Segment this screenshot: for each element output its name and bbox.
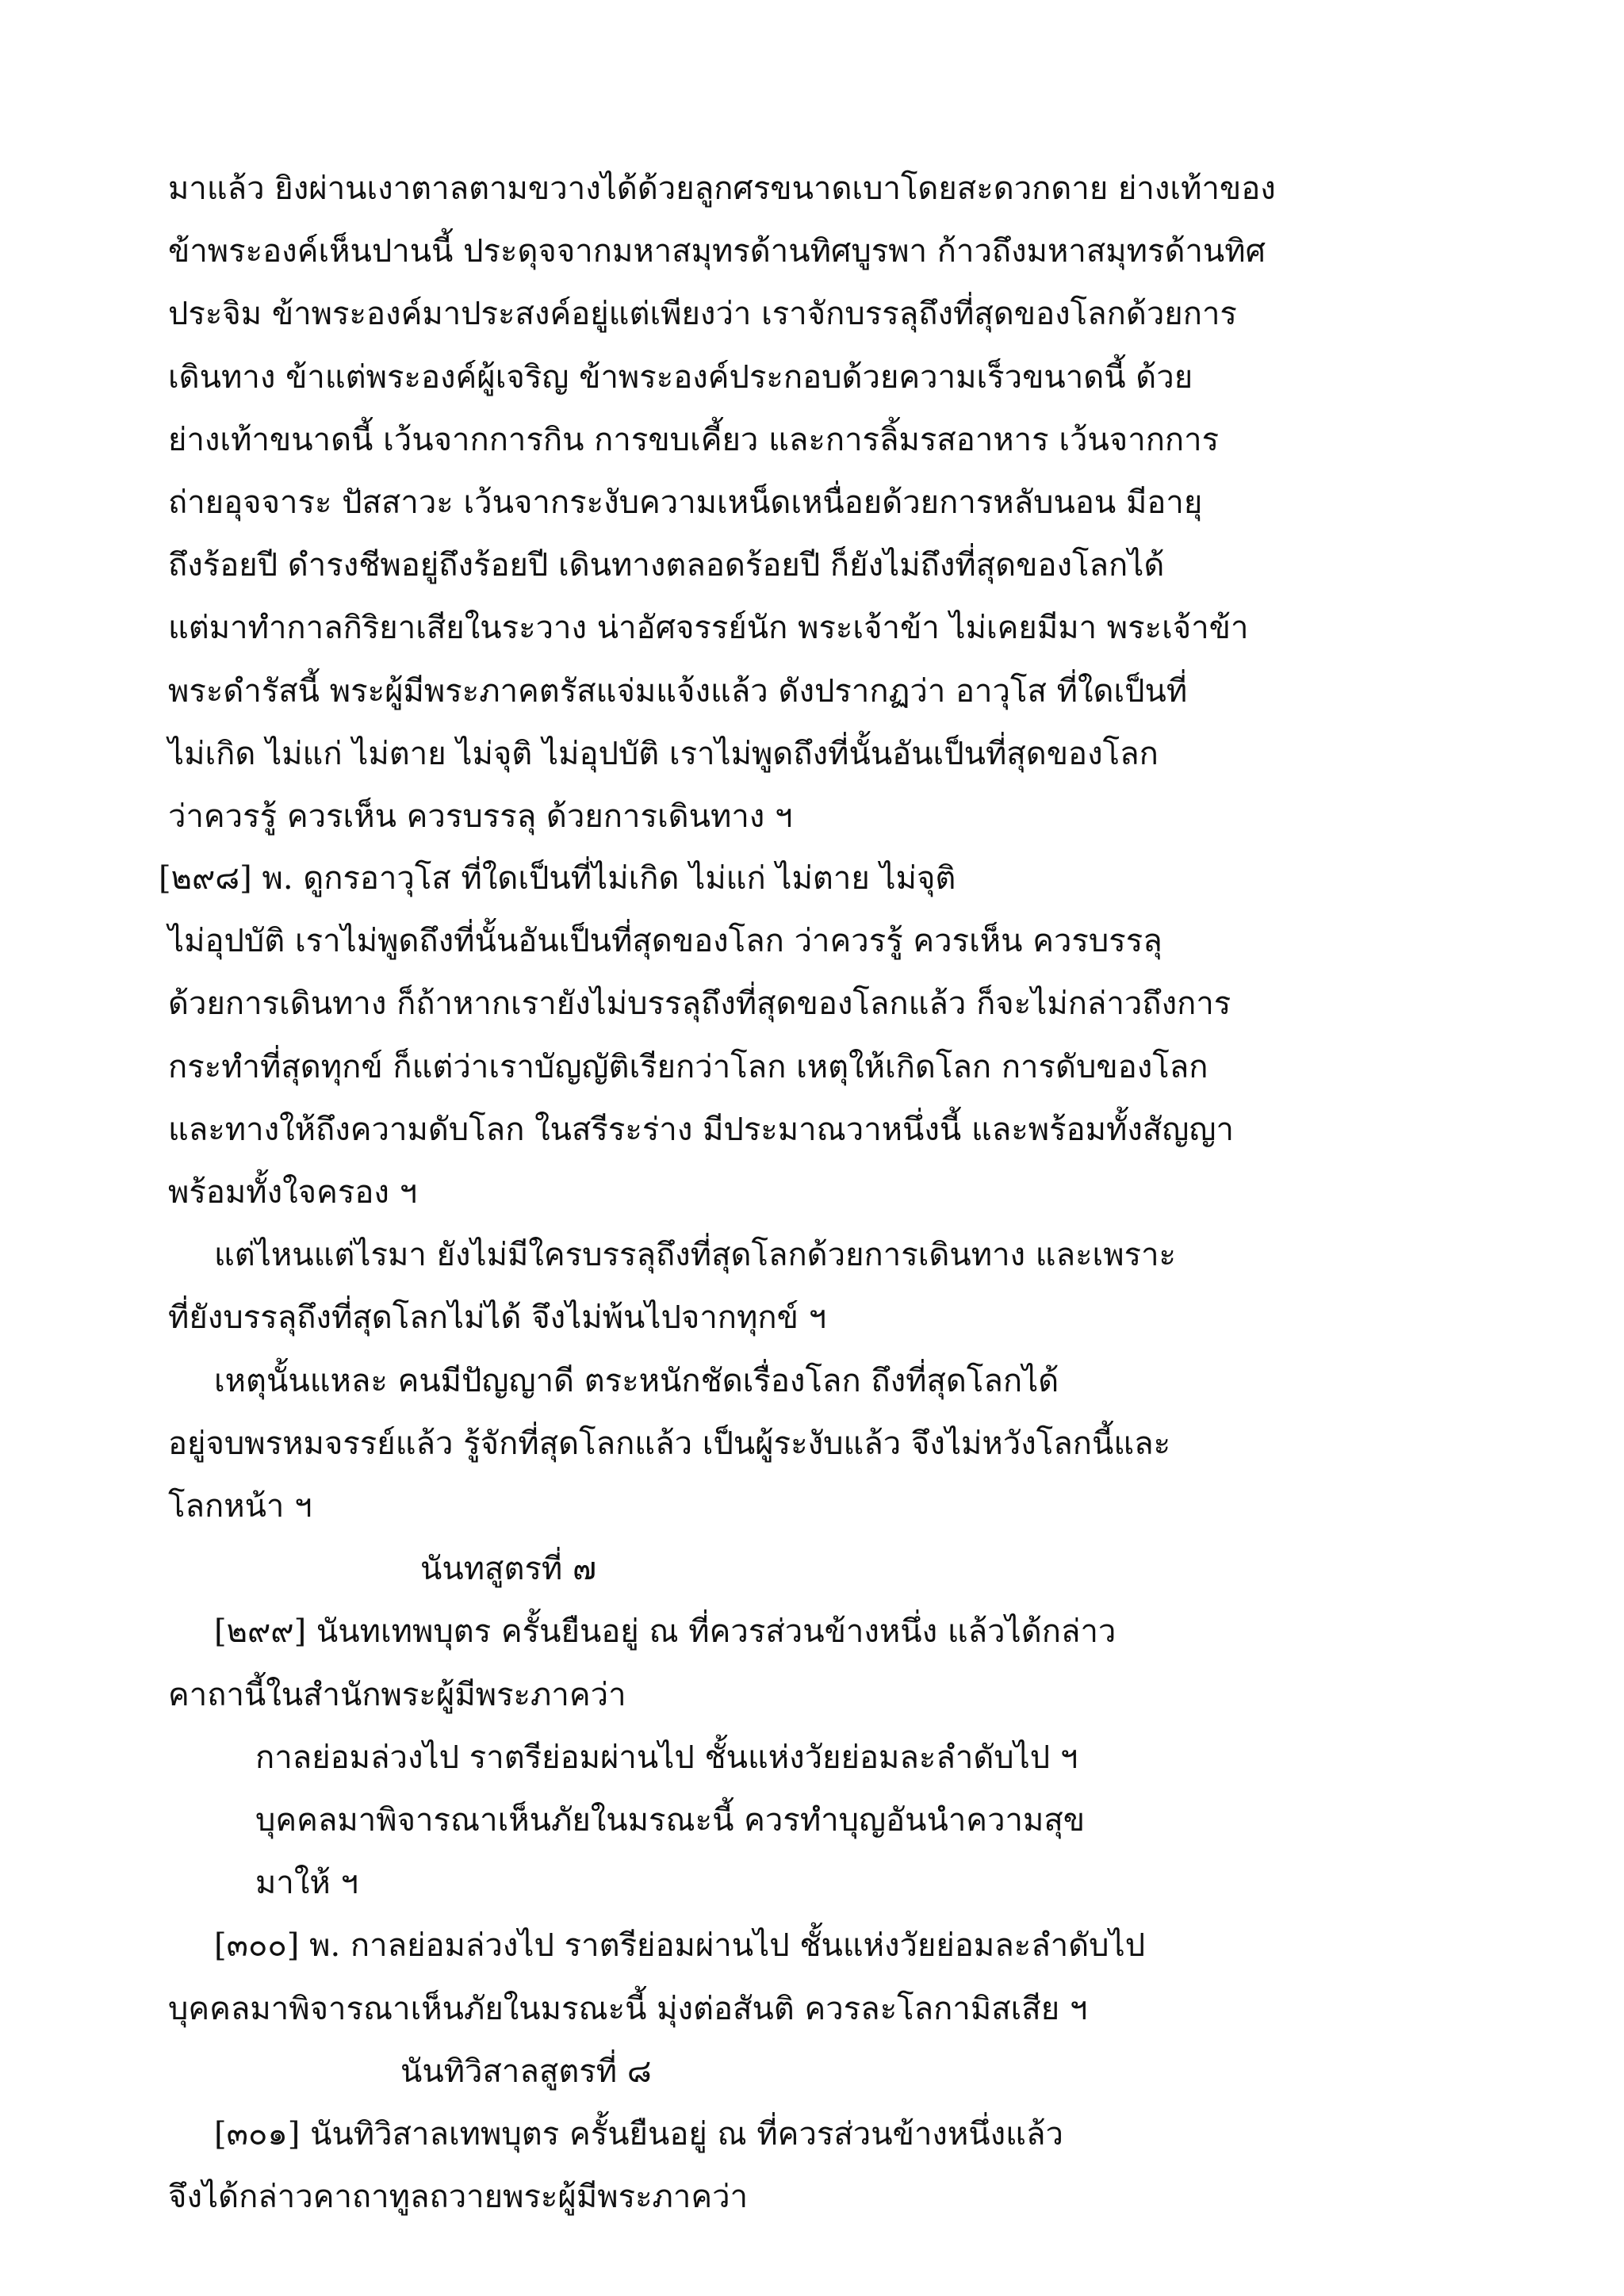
- text-line: และทางให้ถึงความดับโลก ในสรีระร่าง มีประมาณวาหนึ่งนี้ และพร้อมทั้งสัญญา: [168, 1112, 1234, 1148]
- text-line: เดินทาง ข้าแต่พระองค์ผู้เจริญ ข้าพระองค์ประกอบด้วยความเร็วขนาดนี้ ด้วย: [168, 359, 1193, 396]
- text-line: ถ่ายอุจจาระ ปัสสาวะ เว้นจากระงับความเหน็ดเหนื่อยด้วยการหลับนอน มีอายุ: [168, 484, 1203, 521]
- text-line: ประจิม ข้าพระองค์มาประสงค์อยู่แต่เพียงว่า เราจักบรรลุถึงที่สุดของโลกด้วยการ: [168, 296, 1237, 332]
- text-line: จึงได้กล่าวคาถาทูลถวายพระผู้มีพระภาคว่า: [168, 2179, 749, 2215]
- verse-line: กาลย่อมล่วงไป ราตรีย่อมผ่านไป ชั้นแห่งวัยย่อมละลำดับไป ฯ: [255, 1739, 1078, 1776]
- sutta-heading: นันทสูตรที่ ๗: [420, 1551, 597, 1587]
- text-line: พร้อมทั้งใจครอง ฯ: [168, 1174, 418, 1211]
- text-line: ที่ยังบรรลุถึงที่สุดโลกไม่ได้ จึงไม่พ้นไปจากทุกข์ ฯ: [168, 1299, 827, 1336]
- verse-line: บุคคลมาพิจารณาเห็นภัยในมรณะนี้ ควรทำบุญอันนำความสุข: [255, 1802, 1086, 1839]
- text-line: ข้าพระองค์เห็นปานนี้ ประดุจจากมหาสมุทรด้านทิศบูรพา ก้าวถึงมหาสมุทรด้านทิศ: [168, 233, 1266, 270]
- text-line: ด้วยการเดินทาง ก็ถ้าหากเรายังไม่บรรลุถึงที่สุดของโลกแล้ว ก็จะไม่กล่าวถึงการ: [168, 985, 1231, 1022]
- text-line: ไม่เกิด ไม่แก่ ไม่ตาย ไม่จุติ ไม่อุปบัติ เราไม่พูดถึงที่นั้นอันเป็นที่สุดของโลก: [168, 736, 1159, 772]
- text-line: บุคคลมาพิจารณาเห็นภัยในมรณะนี้ มุ่งต่อสันติ ควรละโลกามิสเสีย ฯ: [168, 1991, 1088, 2027]
- text-line: กระทำที่สุดทุกข์ ก็แต่ว่าเราบัญญัติเรียกว่าโลก เหตุให้เกิดโลก การดับของโลก: [168, 1049, 1208, 1085]
- verse-line: มาให้ ฯ: [255, 1865, 358, 1901]
- paragraph-number-line: [๒๙๙] นันทเทพบุตร ครั้นยืนอยู่ ณ ที่ควรส่วนข้างหนึ่ง แล้วได้กล่าว: [214, 1613, 1116, 1650]
- text-line: อยู่จบพรหมจรรย์แล้ว รู้จักที่สุดโลกแล้ว เป็นผู้ระงับแล้ว จึงไม่หวังโลกนี้และ: [168, 1425, 1171, 1462]
- text-line: โลกหน้า ฯ: [168, 1488, 312, 1525]
- text-line: มาแล้ว ยิงผ่านเงาตาลตามขวางได้ด้วยลูกศรขนาดเบาโดยสะดวกดาย ย่างเท้าของ: [168, 170, 1276, 207]
- paragraph-number-line: [๓๐๐] พ. กาลย่อมล่วงไป ราตรีย่อมผ่านไป ชั้นแห่งวัยย่อมละลำดับไป: [214, 1927, 1146, 1964]
- text-line: เหตุนั้นแหละ คนมีปัญญาดี ตระหนักชัดเรื่องโลก ถึงที่สุดโลกได้: [214, 1363, 1059, 1399]
- text-line: ไม่อุปบัติ เราไม่พูดถึงที่นั้นอันเป็นที่สุดของโลก ว่าควรรู้ ควรเห็น ควรบรรลุ: [168, 923, 1162, 959]
- text-line: พระดำรัสนี้ พระผู้มีพระภาคตรัสแจ่มแจ้งแล้ว ดังปรากฏว่า อาวุโส ที่ใดเป็นที่: [168, 673, 1188, 710]
- paragraph-number-line: [๒๙๘] พ. ดูกรอาวุโส ที่ใดเป็นที่ไม่เกิด ไม่แก่ ไม่ตาย ไม่จุติ: [159, 860, 956, 897]
- text-line: แต่มาทำกาลกิริยาเสียในระวาง น่าอัศจรรย์นัก พระเจ้าข้า ไม่เคยมีมา พระเจ้าข้า: [168, 610, 1249, 646]
- text-line: แต่ไหนแต่ไรมา ยังไม่มีใครบรรลุถึงที่สุดโลกด้วยการเดินทาง และเพราะ: [214, 1237, 1177, 1273]
- paragraph-number-line: [๓๐๑] นันทิวิสาลเทพบุตร ครั้นยืนอยู่ ณ ที่ควรส่วนข้างหนึ่งแล้ว: [214, 2116, 1063, 2152]
- text-line: คาถานี้ในสำนักพระผู้มีพระภาคว่า: [168, 1677, 626, 1713]
- text-line: ถึงร้อยปี ดำรงชีพอยู่ถึงร้อยปี เดินทางตลอดร้อยปี ก็ยังไม่ถึงที่สุดของโลกได้: [168, 547, 1165, 584]
- text-line: ว่าควรรู้ ควรเห็น ควรบรรลุ ด้วยการเดินทาง ฯ: [168, 798, 793, 835]
- text-line: ย่างเท้าขนาดนี้ เว้นจากการกิน การขบเคี้ยว และการลิ้มรสอาหาร เว้นจากการ: [168, 422, 1220, 458]
- sutta-heading: นันทิวิสาลสูตรที่ ๘: [400, 2053, 652, 2090]
